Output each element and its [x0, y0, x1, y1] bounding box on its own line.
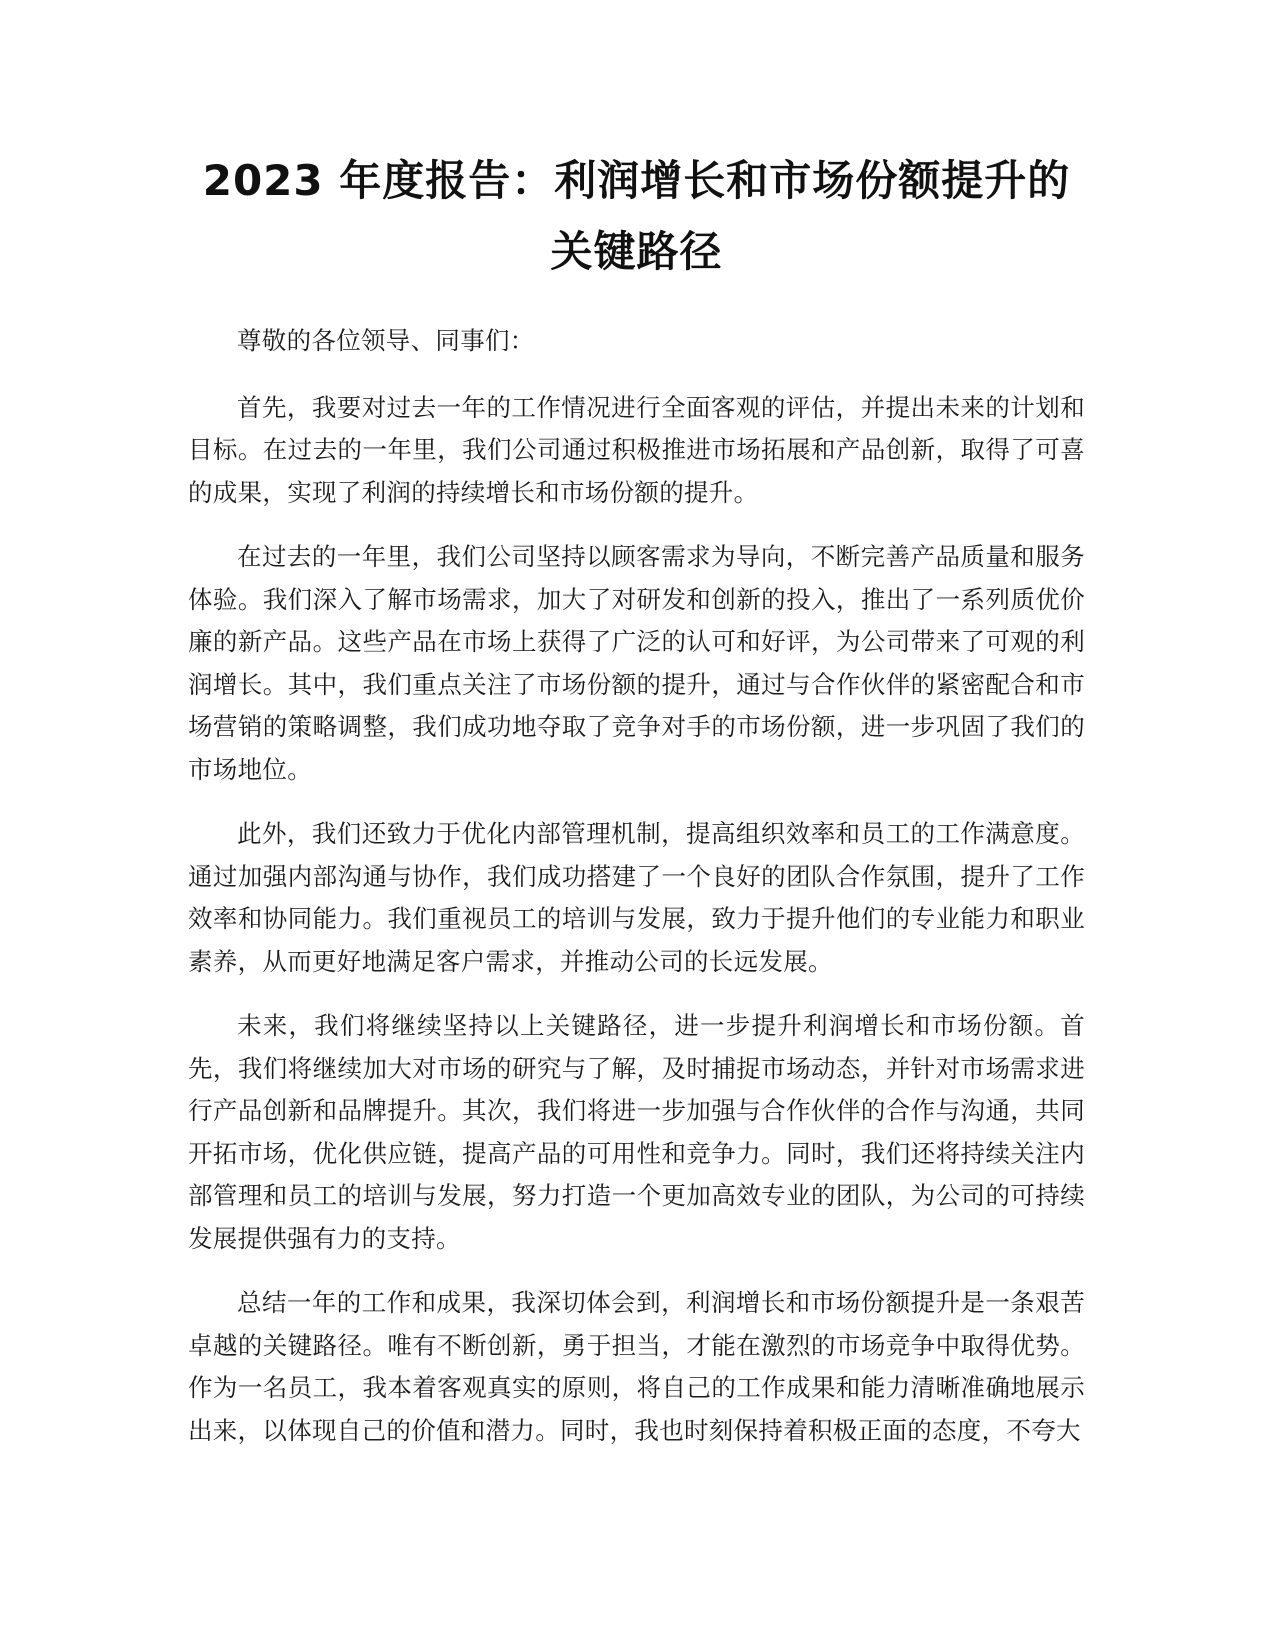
title-line-1: 2023 年度报告：利润增长和市场份额提升的 [202, 156, 1071, 205]
paragraph-1: 首先，我要对过去一年的工作情况进行全面客观的评估，并提出未来的计划和目标。在过去的一年里，我们公司通过积极推进市场拓展和产品创新，取得了可喜的成果，实现了利润的持续增长和市场份额的提升。 [188, 392, 1085, 507]
salutation: 尊敬的各位领导、同事们： [237, 326, 535, 355]
paragraph-2: 在过去的一年里，我们公司坚持以顾客需求为导向，不断完善产品质量和服务体验。我们深入了解市场需求，加大了对研发和创新的投入，推出了一系列质优价廉的新产品。这些产品在市场上获得了广泛的认可和好评，为公司带来了可观的利润增长。其中，我们重点关注了市场份额的提升，通过与合作伙伴的紧密配合和市场营销的策略调整，我们成功地夺取了竞争对手的市场份额，进一步巩固了我们的市场地位。 [188, 542, 1085, 784]
paragraph-5: 总结一年的工作和成果，我深切体会到，利润增长和市场份额提升是一条艰苦卓越的关键路径。唯有不断创新，勇于担当，才能在激烈的市场竞争中取得优势。作为一名员工，我本着客观真实的原则，将自己的工作成果和能力清晰准确地展示出来，以体现自己的价值和潜力。同时，我也时刻保持着积极正面的态度，不夸大 [188, 1288, 1085, 1445]
paragraph-3: 此外，我们还致力于优化内部管理机制，提高组织效率和员工的工作满意度。通过加强内部沟通与协作，我们成功搭建了一个良好的团队合作氛围，提升了工作效率和协同能力。我们重视员工的培训与发展，致力于提升他们的专业能力和职业素养，从而更好地满足客户需求，并推动公司的长远发展。 [188, 819, 1085, 976]
document-title [188, 145, 1085, 287]
title-line-2: 关键路径 [550, 227, 723, 276]
paragraph-4: 未来，我们将继续坚持以上关键路径，进一步提升利润增长和市场份额。首先，我们将继续加大对市场的研究与了解，及时捕捉市场动态，并针对市场需求进行产品创新和品牌提升。其次，我们将进一步加强与合作伙伴的合作与沟通，共同开拓市场，优化供应链，提高产品的可用性和竞争力。同时，我们还将持续关注内部管理和员工的培训与发展，努力打造一个更加高效专业的团队，为公司的可持续发展提供强有力的支持。 [188, 1011, 1085, 1253]
document-body [188, 320, 1085, 1452]
